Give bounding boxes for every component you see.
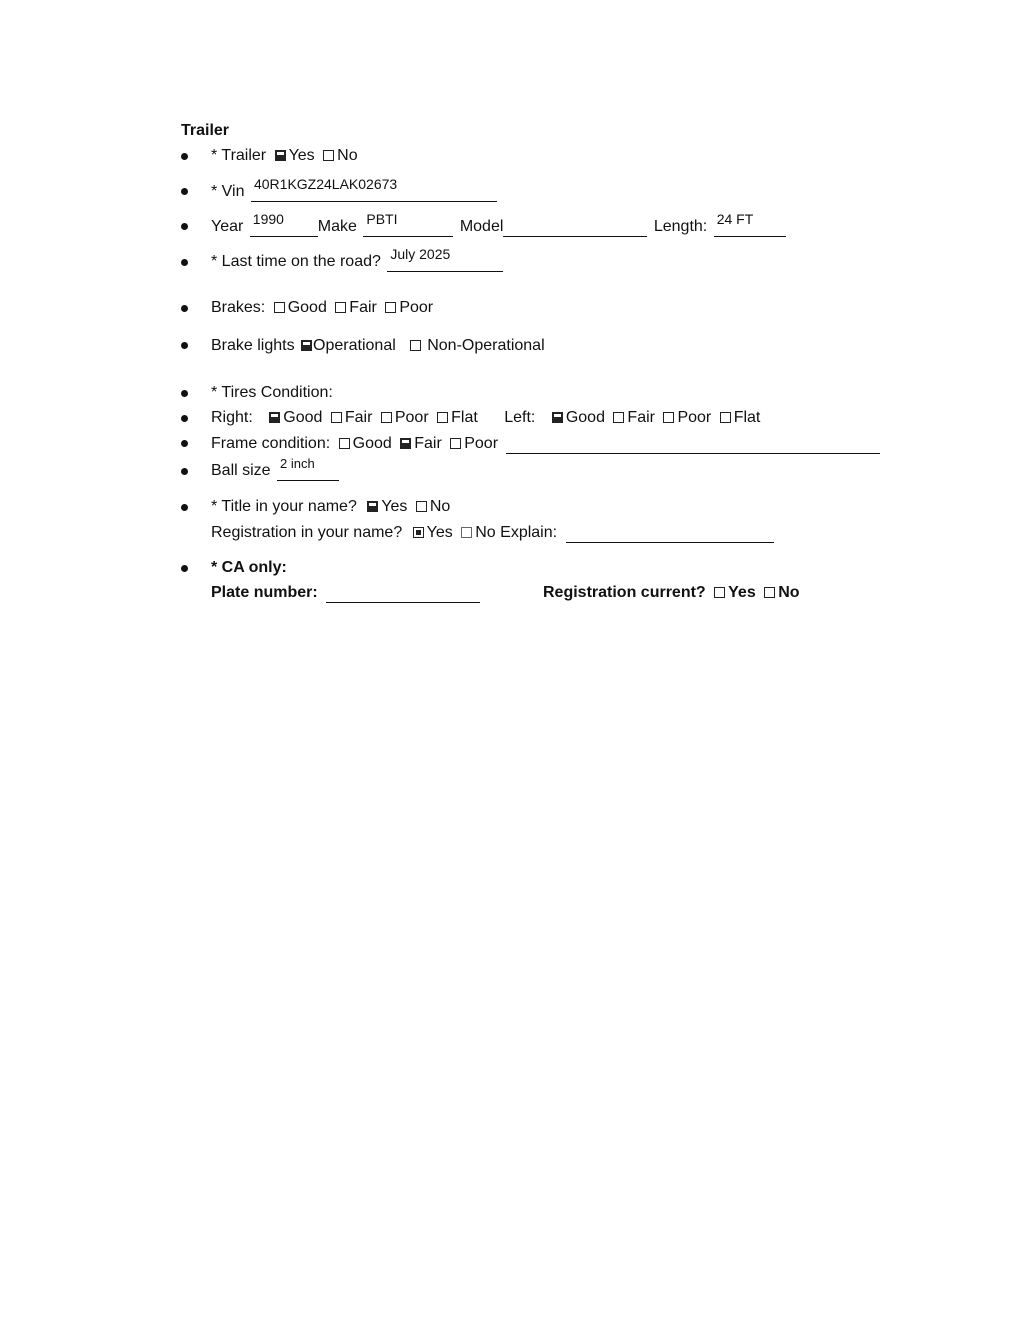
- brakes-label: Brakes:: [211, 299, 266, 316]
- frame-label: Frame condition:: [211, 435, 331, 452]
- bullet: [181, 223, 188, 230]
- registration-current-yes-checkbox[interactable]: [714, 587, 725, 598]
- make-field[interactable]: [363, 211, 453, 237]
- trailer-row: [211, 146, 358, 166]
- registration-yes-label: Yes: [426, 524, 453, 541]
- details-row: [211, 211, 788, 237]
- last-road-row: [211, 246, 505, 272]
- right-poor-checkbox[interactable]: [381, 412, 392, 423]
- bullet: [181, 468, 188, 475]
- vin-field[interactable]: [251, 176, 497, 202]
- bullet: [181, 305, 188, 312]
- section-title: Trailer: [181, 122, 230, 139]
- year-label: Year: [211, 218, 244, 235]
- registration-label: Registration in your name?: [211, 524, 403, 541]
- registration-explain-label: Explain:: [500, 524, 558, 541]
- brakes-row: [211, 298, 433, 318]
- registration-no-label: No: [475, 524, 496, 541]
- tires-label: * Tires Condition:: [211, 384, 333, 401]
- ca-row: [211, 558, 287, 578]
- bullet: [181, 153, 188, 160]
- trailer-yes-label: Yes: [288, 147, 315, 164]
- year-field[interactable]: [250, 211, 318, 237]
- ball-row: [211, 456, 341, 481]
- brake-lights-operational-label: Operational: [313, 337, 396, 354]
- frame-notes-field[interactable]: [506, 434, 880, 454]
- frame-good-label: Good: [352, 435, 392, 452]
- bullet: [181, 565, 188, 572]
- right-poor-label: Poor: [394, 409, 429, 426]
- registration-yes-checkbox[interactable]: [413, 527, 424, 538]
- right-fair-checkbox[interactable]: [331, 412, 342, 423]
- last-road-value: July 2025: [390, 246, 451, 262]
- brake-lights-row: [211, 336, 545, 356]
- frame-poor-label: Poor: [464, 435, 499, 452]
- left-poor-label: Poor: [677, 409, 712, 426]
- trailer-label: * Trailer: [211, 147, 267, 164]
- bullet: [181, 415, 188, 422]
- brakes-fair-label: Fair: [349, 299, 377, 316]
- bullet: [181, 504, 188, 511]
- last-road-label: * Last time on the road?: [211, 253, 381, 270]
- model-label: Model: [459, 218, 504, 235]
- brakes-good-label: Good: [287, 299, 327, 316]
- frame-fair-label: Fair: [414, 435, 442, 452]
- registration-no-checkbox[interactable]: [461, 527, 472, 538]
- vin-value: 40R1KGZ24LAK02673: [253, 176, 398, 192]
- ball-label: Ball size: [211, 462, 271, 479]
- brake-lights-non-operational-checkbox[interactable]: [410, 340, 421, 351]
- right-flat-checkbox[interactable]: [437, 412, 448, 423]
- title-label: * Title in your name?: [211, 498, 357, 515]
- title-no-label: No: [429, 498, 451, 515]
- length-field[interactable]: [714, 211, 786, 237]
- right-good-checkbox[interactable]: [269, 412, 280, 423]
- model-field[interactable]: [503, 217, 647, 237]
- frame-poor-checkbox[interactable]: [450, 438, 461, 449]
- vin-row: [211, 176, 499, 202]
- title-no-checkbox[interactable]: [416, 501, 427, 512]
- brakes-good-checkbox[interactable]: [274, 302, 285, 313]
- left-good-checkbox[interactable]: [552, 412, 563, 423]
- trailer-no-label: No: [337, 147, 358, 164]
- ball-value: 2 inch: [280, 456, 315, 471]
- plate-field[interactable]: [326, 583, 480, 603]
- bullet: [181, 390, 188, 397]
- registration-explain-field[interactable]: [566, 523, 774, 543]
- make-label: Make: [317, 218, 357, 235]
- left-fair-checkbox[interactable]: [613, 412, 624, 423]
- left-flat-checkbox[interactable]: [720, 412, 731, 423]
- bullet: [181, 188, 188, 195]
- brakes-poor-checkbox[interactable]: [385, 302, 396, 313]
- frame-good-checkbox[interactable]: [339, 438, 350, 449]
- left-flat-label: Flat: [733, 409, 761, 426]
- title-row: [211, 497, 450, 517]
- brake-lights-non-operational-label: Non-Operational: [427, 337, 545, 354]
- plate-label: Plate number:: [211, 584, 318, 601]
- ca-label: * CA only:: [211, 559, 287, 576]
- registration-current-no-label: No: [778, 584, 800, 601]
- ball-field[interactable]: [277, 456, 339, 481]
- right-good-label: Good: [283, 409, 323, 426]
- bullet: [181, 259, 188, 266]
- frame-row: [211, 434, 882, 454]
- tires-left-label: Left:: [504, 409, 536, 426]
- tires-right-label: Right:: [211, 409, 253, 426]
- registration-current-yes-label: Yes: [728, 584, 756, 601]
- trailer-yes-checkbox[interactable]: [275, 150, 286, 161]
- ca-detail-row: [211, 583, 482, 603]
- bullet: [181, 342, 188, 349]
- title-yes-label: Yes: [381, 498, 408, 515]
- tires-detail-row: [211, 408, 760, 428]
- brake-lights-label: Brake lights: [211, 337, 295, 354]
- registration-current-row: [543, 583, 800, 603]
- brake-lights-operational-checkbox[interactable]: [301, 340, 312, 351]
- left-fair-label: Fair: [627, 409, 655, 426]
- left-good-label: Good: [565, 409, 605, 426]
- brakes-poor-label: Poor: [399, 299, 434, 316]
- length-value: 24 FT: [716, 211, 754, 227]
- registration-row: [211, 523, 776, 543]
- brakes-fair-checkbox[interactable]: [335, 302, 346, 313]
- last-road-field[interactable]: [387, 246, 503, 272]
- registration-current-label: Registration current?: [543, 584, 706, 601]
- right-fair-label: Fair: [344, 409, 373, 426]
- tires-row: [211, 383, 333, 403]
- right-flat-label: Flat: [451, 409, 478, 426]
- bullet: [181, 440, 188, 447]
- title-yes-checkbox[interactable]: [367, 501, 378, 512]
- trailer-no-checkbox[interactable]: [323, 150, 334, 161]
- year-value: 1990: [252, 211, 284, 227]
- frame-fair-checkbox[interactable]: [400, 438, 411, 449]
- make-value: PBTI: [366, 211, 398, 227]
- left-poor-checkbox[interactable]: [663, 412, 674, 423]
- registration-current-no-checkbox[interactable]: [764, 587, 775, 598]
- length-label: Length:: [653, 218, 708, 235]
- vin-label: * Vin: [211, 183, 245, 200]
